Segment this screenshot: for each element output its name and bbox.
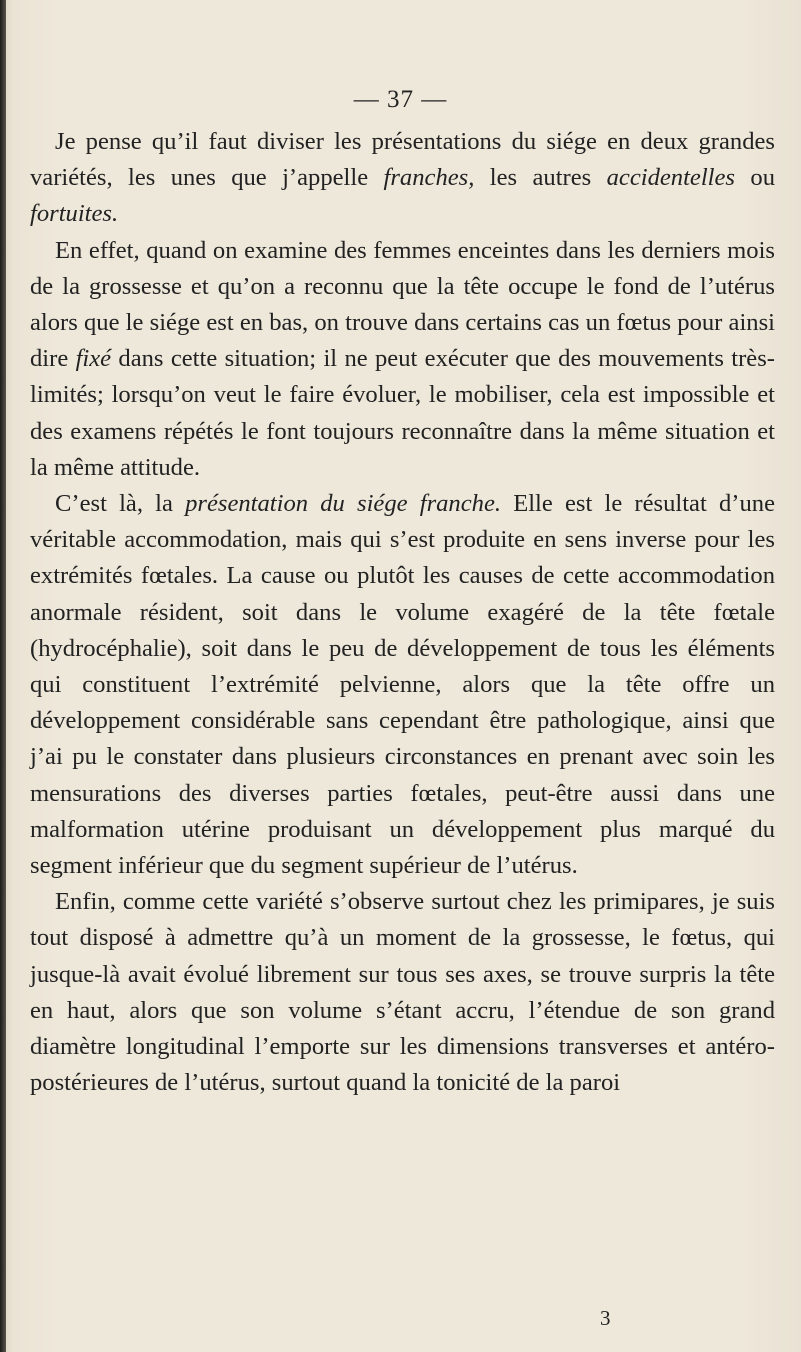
page-number-header: — 37 —	[353, 86, 448, 113]
paragraph-3	[30, 486, 775, 884]
text-run: Enfin, comme cette variété s’observe surtout chez les primipares, je suis tout disposé à admettre qu’à un moment de la grossesse, le fœtus, qui jusque-là avait évolué librement sur tous ses axes, se trouve surpris la tête en haut, alors que son volume s’étant accru, l’étendue de son grand diamètre longitudinal l’emporte sur les dimensions transverses et antéro-postérieures de l’utérus, surtout quand la tonicité de la paroi	[30, 888, 775, 1097]
italic-run: accidentelles	[606, 164, 735, 192]
italic-run: présentation du siége franche.	[185, 490, 502, 518]
body-text	[30, 124, 775, 1101]
text-run: Elle est le résultat d’une véritable accommodation, mais qui s’est produite en sens inverse pour les extrémités fœtales. La cause ou plutôt les causes de cette accommodation anormale résident, soit dans le volume exagéré de la tête fœtale (hydrocéphalie), soit dans le peu de développement de tous les éléments qui constituent l’extrémité pelvienne, alors que la tête offre un développement considérable sans cependant être pathologique, ainsi que j’ai pu le constater dans plusieurs circonstances en prenant avec soin les mensurations des diverses parties fœtales, peut-être aussi dans une malformation utérine produisant un développement plus marqué du segment inférieur que du segment supérieur de l’utérus.	[30, 490, 775, 880]
signature-mark: 3	[600, 1306, 611, 1330]
italic-run: fixé	[75, 345, 112, 373]
text-run: En effet, quand on examine des femmes enceintes dans les derniers mois de la grossesse et qu’on a reconnu que la tête occupe le fond de l’utérus alors que le siége est en bas, on trouve dans certains cas un fœtus pour ainsi dire	[30, 236, 775, 373]
paragraph-4	[30, 884, 775, 1101]
paragraph-1	[30, 124, 775, 233]
text-run: dans cette situation; il ne peut exécuter que des mouvements très-limités; lorsqu’on veut le faire évoluer, le mobiliser, cela est impossible et des examens répétés le font toujours reconnaître dans la même situation et la même attitude.	[30, 345, 775, 481]
paragraph-2	[30, 233, 775, 486]
italic-run: fortuites.	[30, 200, 119, 228]
text-run: C’est là, la	[55, 490, 186, 518]
text-run: les autres	[474, 164, 607, 192]
text-run: ou	[735, 164, 775, 192]
italic-run: franches,	[383, 164, 475, 192]
binding-edge	[0, 0, 6, 1352]
text-run: Je pense qu’il faut diviser les présentations du siége en deux grandes variétés, les unes que j’appelle	[30, 128, 775, 192]
